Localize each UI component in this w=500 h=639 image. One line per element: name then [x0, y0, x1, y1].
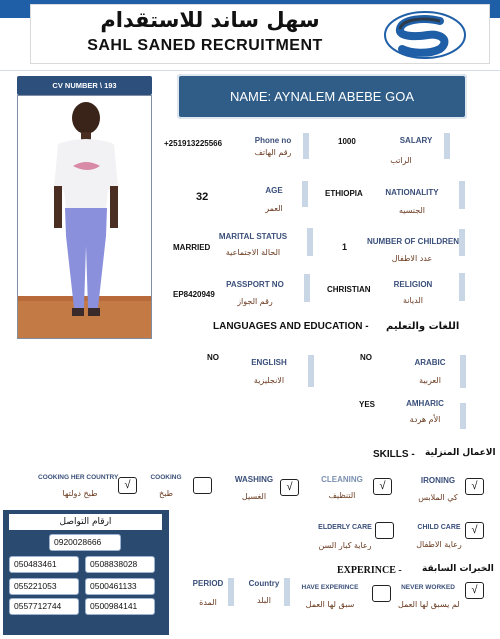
ironing-checkbox[interactable]: √	[465, 478, 484, 495]
candidate-photo	[17, 95, 152, 339]
company-name-arabic: سهل ساند للاستقدام	[100, 8, 320, 32]
phone-value: +251913225566	[164, 139, 223, 148]
marital-status-value: MARRIED	[173, 243, 211, 252]
arabic-label: ARABIC	[414, 358, 446, 367]
field-divider	[460, 403, 466, 429]
skills-title: SKILLS -	[373, 449, 415, 460]
children-label-arabic: عدد الاطفال	[391, 254, 433, 263]
never-worked-label-arabic: لم يسبق لها العمل	[398, 600, 460, 609]
arabic-value: NO	[360, 353, 372, 362]
age-label-arabic: العمر	[265, 204, 283, 213]
english-label: ENGLISH	[251, 358, 287, 367]
field-divider	[444, 133, 450, 159]
field-divider	[460, 355, 466, 388]
ironing-label-arabic: كي الملابس	[418, 493, 458, 502]
children-value: 1	[342, 242, 348, 252]
ironing-label: IRONING	[420, 476, 456, 485]
phone-label: Phone no	[254, 136, 292, 145]
have-experience-label: HAVE EXPERINCE	[301, 584, 359, 591]
nationality-label: NATIONALITY	[385, 188, 439, 197]
cleaning-checkbox[interactable]: √	[373, 478, 392, 495]
period-label-arabic: المدة	[199, 598, 217, 607]
contact-title: ارقام التواصل	[9, 514, 162, 530]
english-label-arabic: الانجليزية	[253, 376, 285, 385]
cv-number: CV NUMBER \ 193	[17, 76, 152, 95]
religion-label: RELIGION	[393, 280, 433, 289]
marital-status-label: MARITAL STATUS	[218, 232, 288, 241]
field-divider	[303, 133, 309, 159]
field-divider	[284, 578, 290, 606]
english-value: NO	[207, 353, 219, 362]
age-label: AGE	[265, 186, 283, 195]
religion-label-arabic: الديانة	[402, 296, 424, 305]
field-divider	[459, 181, 465, 209]
washing-label-arabic: الغسيل	[241, 492, 267, 501]
experience-title: EXPERINCE -	[337, 565, 402, 576]
children-label: NUMBER OF CHILDREN	[367, 237, 459, 246]
field-divider	[228, 578, 234, 606]
languages-title: LANGUAGES AND EDUCATION -	[213, 321, 369, 332]
have-experience-checkbox[interactable]	[372, 585, 391, 602]
arabic-label-arabic: العربية	[419, 376, 441, 385]
field-divider	[302, 181, 308, 207]
cooking-country-label-arabic: طبخ دولتها	[62, 489, 98, 498]
passport-label: PASSPORT NO	[226, 280, 284, 289]
child-care-checkbox[interactable]: √	[465, 522, 484, 539]
field-divider	[308, 355, 314, 387]
contact-phone[interactable]: 0500461133	[85, 578, 155, 595]
elderly-care-label: ELDERLY CARE	[318, 524, 372, 531]
cooking-country-label: COOKING HER COUNTRY	[38, 474, 119, 481]
never-worked-checkbox[interactable]: √	[465, 582, 484, 599]
field-divider	[459, 229, 465, 256]
have-experience-label-arabic: سبق لها العمل	[305, 600, 355, 609]
passport-value: EP8420949	[173, 290, 215, 299]
salary-label-arabic: الراتب	[390, 156, 412, 165]
religion-value: CHRISTIAN	[327, 285, 371, 294]
period-label: PERIOD	[192, 579, 224, 588]
elderly-care-checkbox[interactable]	[375, 522, 394, 539]
passport-label-arabic: رقم الجواز	[237, 297, 273, 306]
washing-label: WASHING	[234, 475, 274, 484]
header-divider	[0, 70, 500, 71]
elderly-care-label-arabic: رعاية كبار السن	[318, 541, 372, 550]
cooking-country-checkbox[interactable]: √	[118, 477, 137, 494]
cleaning-label: CLEANING	[321, 475, 363, 484]
amharic-label: AMHARIC	[406, 399, 444, 408]
field-divider	[304, 274, 310, 302]
cooking-label-arabic: طبخ	[159, 489, 173, 498]
languages-title-arabic: اللغات والتعليم	[386, 321, 460, 332]
contact-phone[interactable]: 0920028666	[49, 534, 121, 551]
washing-checkbox[interactable]: √	[280, 479, 299, 496]
salary-label: SALARY	[399, 136, 433, 145]
field-divider	[307, 228, 313, 256]
nationality-value: ETHIOPIA	[325, 189, 363, 198]
contact-phone[interactable]: 0557712744	[9, 598, 79, 615]
amharic-value: YES	[359, 400, 376, 409]
company-logo-icon	[384, 11, 466, 59]
company-name-english: SAHL SANED RECRUITMENT	[87, 37, 323, 54]
candidate-name: NAME: AYNALEM ABEBE GOA	[177, 74, 467, 119]
experience-title-arabic: الخبرات السابقة	[422, 564, 494, 574]
salary-value: 1000	[338, 137, 356, 146]
contact-phone[interactable]: 055221053	[9, 578, 79, 595]
contact-phone[interactable]: 050483461	[9, 556, 79, 573]
never-worked-label: NEVER WORKED	[401, 584, 455, 591]
phone-label-arabic: رقم الهاتف	[254, 148, 292, 157]
skills-title-arabic: الاعمال المنزلية	[425, 448, 496, 458]
cooking-label: COOKING	[150, 474, 182, 481]
country-label-arabic: البلد	[257, 596, 271, 605]
cleaning-label-arabic: التنظيف	[328, 491, 356, 500]
field-divider	[459, 273, 465, 301]
age-value: 32	[196, 191, 209, 203]
contact-phone[interactable]: 0508838028	[85, 556, 155, 573]
child-care-label: CHILD CARE	[417, 524, 461, 531]
marital-status-label-arabic: الحالة الاجتماعية	[225, 248, 281, 257]
country-label: Country	[248, 579, 280, 588]
nationality-label-arabic: الجنسيه	[398, 206, 426, 215]
cooking-checkbox[interactable]	[193, 477, 212, 494]
child-care-label-arabic: رعاية الاطفال	[416, 540, 462, 549]
amharic-label-arabic: الأم ﻫﺮدﺔ	[409, 415, 441, 424]
contact-phone[interactable]: 0500984141	[85, 598, 155, 615]
